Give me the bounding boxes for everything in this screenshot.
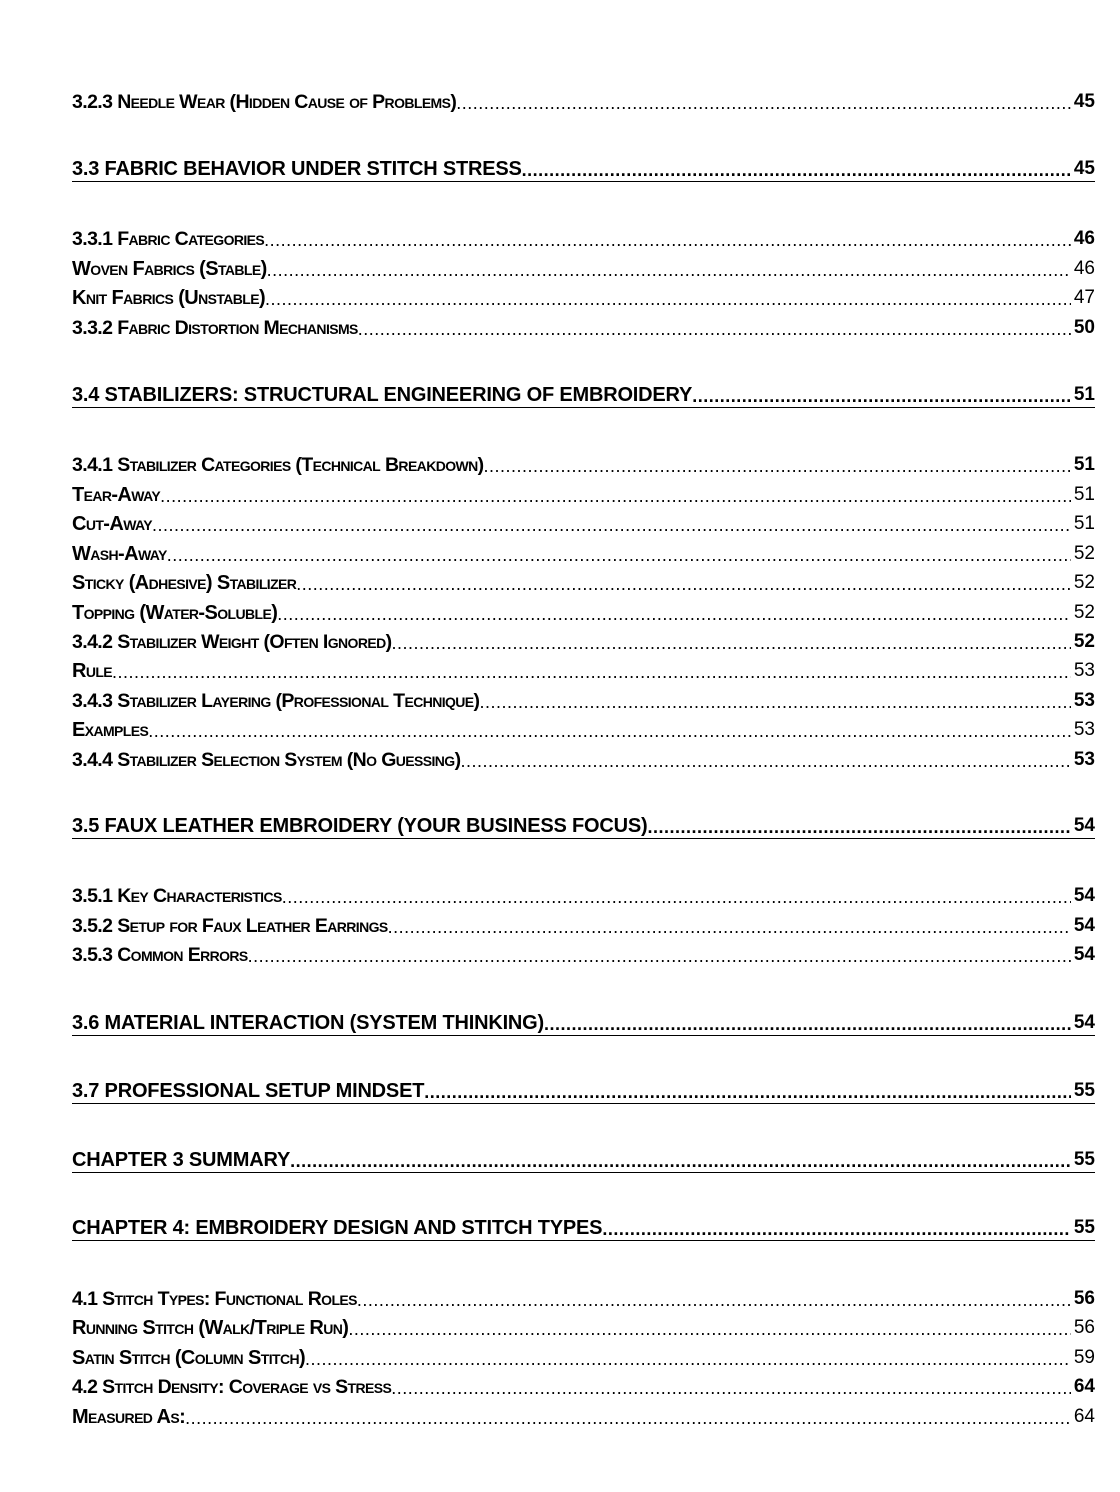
toc-dot-leader: [358, 318, 1071, 340]
toc-dot-leader: [484, 455, 1071, 477]
toc-page-number: 51: [1073, 513, 1095, 534]
toc-dot-leader: [264, 229, 1071, 251]
toc-entry-title: 3.4.4 Stabilizer Selection System (No Guessing): [72, 749, 461, 771]
toc-page-number: 45: [1073, 158, 1095, 179]
toc-entry[interactable]: [72, 599, 1095, 625]
toc-entry-title: Examples: [72, 719, 149, 741]
toc-dot-leader: [296, 573, 1071, 595]
toc-entry[interactable]: [72, 1314, 1095, 1340]
toc-page-number: 45: [1073, 91, 1095, 112]
toc-page-number: 53: [1073, 749, 1095, 770]
toc-entry[interactable]: [72, 540, 1095, 566]
toc-entry-title: 4.2 Stitch Density: Coverage vs Stress: [72, 1376, 392, 1398]
toc-dot-leader: [647, 816, 1070, 838]
toc-entry-title: Wash-Away: [72, 543, 167, 565]
toc-page-number: 53: [1073, 719, 1095, 740]
toc-entry-title: CHAPTER 3 SUMMARY: [72, 1149, 291, 1171]
toc-dot-leader: [248, 945, 1071, 967]
toc-entry[interactable]: [72, 716, 1095, 742]
toc-entry-title: Sticky (Adhesive) Stabilizer: [72, 572, 297, 594]
toc-entry-title: Woven Fabrics (Stable): [72, 258, 267, 280]
toc-entry-title: 3.5 FAUX LEATHER EMBROIDERY (YOUR BUSINESS FOCUS): [72, 815, 648, 837]
toc-entry-title: Tear-Away: [72, 484, 161, 506]
toc-page-number: 52: [1073, 543, 1095, 564]
toc-entry[interactable]: [72, 1344, 1095, 1370]
toc-dot-leader: [185, 1407, 1071, 1429]
toc-entry-title: Measured As:: [72, 1406, 186, 1428]
toc-dot-leader: [479, 691, 1070, 713]
toc-entry[interactable]: [72, 382, 1095, 408]
toc-entry-title: 3.2.3 Needle Wear (Hidden Cause of Problems): [72, 91, 457, 113]
toc-entry[interactable]: [72, 1010, 1095, 1036]
toc-dot-leader: [456, 92, 1071, 114]
toc-dot-leader: [461, 750, 1071, 772]
toc-entry[interactable]: [72, 88, 1095, 114]
toc-dot-leader: [692, 385, 1071, 407]
toc-dot-leader: [305, 1348, 1071, 1370]
toc-dot-leader: [602, 1218, 1071, 1240]
toc-entry[interactable]: [72, 746, 1095, 772]
toc-page-number: 46: [1073, 258, 1095, 279]
toc-entry[interactable]: [72, 912, 1095, 938]
toc-dot-leader: [388, 916, 1071, 938]
toc-dot-leader: [267, 259, 1071, 281]
toc-entry-title: 3.5.3 Common Errors: [72, 944, 248, 966]
toc-page-number: 64: [1073, 1376, 1095, 1397]
toc-entry-title: 3.4.1 Stabilizer Categories (Technical Breakdown): [72, 454, 484, 476]
toc-entry[interactable]: [72, 1147, 1095, 1173]
toc-page-number: 54: [1073, 1012, 1095, 1033]
toc-entry-title: CHAPTER 4: EMBROIDERY DESIGN AND STITCH TYPES: [72, 1217, 603, 1239]
toc-entry[interactable]: [72, 1373, 1095, 1399]
toc-entry-title: 3.4 STABILIZERS: STRUCTURAL ENGINEERING OF EMBROIDERY: [72, 384, 693, 406]
toc-page-number: 53: [1073, 690, 1095, 711]
toc-entry[interactable]: [72, 1078, 1095, 1104]
toc-dot-leader: [391, 1377, 1071, 1399]
toc-dot-leader: [544, 1013, 1071, 1035]
toc-page-number: 47: [1073, 287, 1095, 308]
toc-page-number: 55: [1073, 1080, 1095, 1101]
toc-dot-leader: [424, 1081, 1071, 1103]
toc-entry-title: 3.3.2 Fabric Distortion Mechanisms: [72, 317, 358, 339]
toc-page-number: 53: [1073, 660, 1095, 681]
toc-entry-title: Cut-Away: [72, 513, 153, 535]
toc-page-number: 52: [1073, 572, 1095, 593]
toc-page-number: 54: [1073, 885, 1095, 906]
toc-dot-leader: [282, 886, 1071, 908]
toc-dot-leader: [265, 288, 1071, 310]
toc-page-number: 52: [1073, 602, 1095, 623]
toc-entry[interactable]: [72, 1403, 1095, 1429]
toc-page-number: 51: [1073, 454, 1095, 475]
toc-entry[interactable]: [72, 628, 1095, 654]
toc-dot-leader: [348, 1318, 1071, 1340]
toc-dot-leader: [148, 720, 1071, 742]
toc-page-number: 54: [1073, 944, 1095, 965]
toc-entry[interactable]: [72, 813, 1095, 839]
toc-entry-title: 4.1 Stitch Types: Functional Roles: [72, 1288, 357, 1310]
toc-entry-title: Knit Fabrics (Unstable): [72, 287, 266, 309]
toc-entry-title: 3.4.3 Stabilizer Layering (Professional Technique): [72, 690, 480, 712]
toc-page-number: 59: [1073, 1347, 1095, 1368]
toc-dot-leader: [152, 514, 1071, 536]
toc-entry-title: 3.3 FABRIC BEHAVIOR UNDER STITCH STRESS: [72, 158, 522, 180]
toc-page-number: 52: [1073, 631, 1095, 652]
toc-entry-title: Topping (Water-Soluble): [72, 602, 278, 624]
toc-entry[interactable]: [72, 941, 1095, 967]
toc-page-number: 55: [1073, 1217, 1095, 1238]
toc-entry-title: Rule: [72, 660, 113, 682]
toc-entry-title: 3.5.2 Setup for Faux Leather Earrings: [72, 915, 388, 937]
toc-entry-title: 3.3.1 Fabric Categories: [72, 228, 265, 250]
toc-entry[interactable]: [72, 451, 1095, 477]
toc-entry[interactable]: [72, 1285, 1095, 1311]
toc-dot-leader: [290, 1150, 1071, 1172]
toc-page-number: 46: [1073, 228, 1095, 249]
toc-entry[interactable]: [72, 314, 1095, 340]
toc-entry[interactable]: [72, 687, 1095, 713]
toc-dot-leader: [391, 632, 1070, 654]
toc-entry[interactable]: [72, 882, 1095, 908]
toc-page-number: 56: [1073, 1317, 1095, 1338]
toc-entry[interactable]: [72, 481, 1095, 507]
toc-dot-leader: [112, 661, 1071, 683]
toc-page-number: 54: [1073, 915, 1095, 936]
toc-entry[interactable]: [72, 657, 1095, 683]
toc-entry-title: 3.6 MATERIAL INTERACTION (SYSTEM THINKING): [72, 1012, 544, 1034]
toc-entry-title: Running Stitch (Walk/Triple Run): [72, 1317, 349, 1339]
toc-dot-leader: [167, 544, 1071, 566]
toc-entry[interactable]: [72, 156, 1095, 182]
toc-entry[interactable]: [72, 284, 1095, 310]
toc-dot-leader: [160, 485, 1071, 507]
toc-dot-leader: [357, 1289, 1071, 1311]
toc-entry[interactable]: [72, 1215, 1095, 1241]
toc-page-number: 64: [1073, 1406, 1095, 1427]
toc-entry-title: 3.5.1 Key Characteristics: [72, 885, 282, 907]
toc-dot-leader: [277, 603, 1071, 625]
toc-entry[interactable]: [72, 225, 1095, 251]
toc-page-number: 51: [1073, 484, 1095, 505]
toc-page-number: 50: [1073, 317, 1095, 338]
toc-entry[interactable]: [72, 510, 1095, 536]
toc-entry[interactable]: [72, 569, 1095, 595]
toc-entry-title: Satin Stitch (Column Stitch): [72, 1347, 306, 1369]
toc-page-number: 56: [1073, 1288, 1095, 1309]
toc-entry-title: 3.7 PROFESSIONAL SETUP MINDSET: [72, 1080, 425, 1102]
toc-entry-title: 3.4.2 Stabilizer Weight (Often Ignored): [72, 631, 392, 653]
toc-page-number: 51: [1073, 384, 1095, 405]
toc-dot-leader: [522, 159, 1071, 181]
toc-page-number: 55: [1073, 1149, 1095, 1170]
toc-page-number: 54: [1073, 815, 1095, 836]
toc-entry[interactable]: [72, 255, 1095, 281]
